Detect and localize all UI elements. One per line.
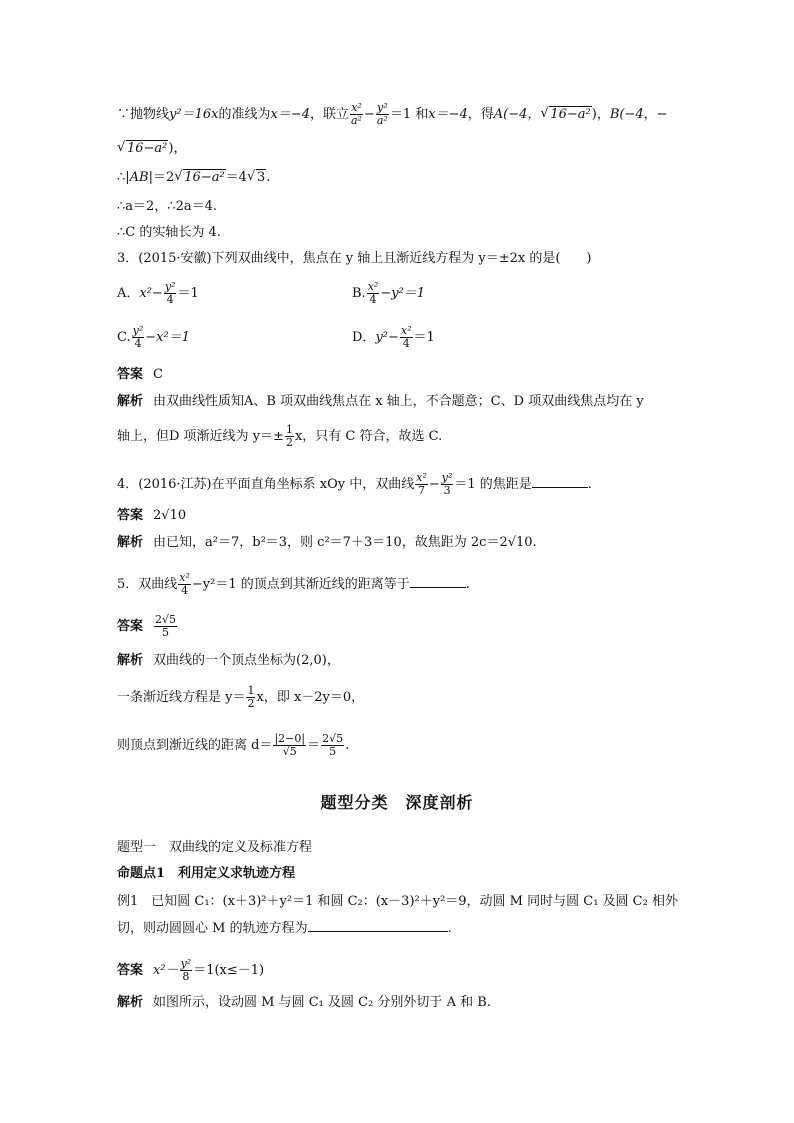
math: x＝−4 — [270, 107, 310, 122]
sqrt: √ 3 — [246, 169, 266, 185]
solution-line-4: ∴a＝2，∴2a＝4. — [117, 199, 217, 214]
sqrt: √ 16−a² — [117, 140, 168, 156]
text: ∵抛物线 — [117, 107, 170, 122]
fraction: $\frac{\text{y²}}{\text{a²}}$ — [376, 101, 388, 127]
example-1-line-2: 切，则动圆圆心 M 的轨迹方程为 . — [117, 921, 452, 936]
analysis-4: 解析 由已知，a²＝7，b²＝3，则 c²＝7＋3＝10，故焦距为 2c＝2√10. — [117, 535, 537, 550]
text: ，得 — [467, 107, 494, 122]
option-b: B. $\frac{\text{x²}}{4}$ −y²＝1 — [352, 280, 426, 306]
answer-blank[interactable] — [410, 577, 466, 588]
question-4: 4．(2016·江苏)在平面直角坐标系 xOy 中，双曲线 $\frac{\text{x²}}{7}$ − $\frac{\text{y²}}{3}$ ＝1 的焦距是 . — [117, 471, 592, 497]
option-c: C. $\frac{\text{y²}}{4}$ −x²＝1 — [117, 324, 190, 350]
section-title: 题型分类 深度剖析 — [320, 793, 474, 812]
sqrt: √ 16−a² — [540, 106, 591, 122]
analysis-5-line-3: 则顶点到渐近线的距离 d＝ $\frac{|2-0|}{√5}$ ＝ $\frac{2√5}{5}$ . — [117, 732, 350, 758]
solution-line-1: ∵抛物线y²＝16x的准线为x＝−4，联立 $\frac{\text{x²}}{\text{a²}}$ − $\frac{\text{y²}}{\text{a²}}$ ＝1 和x＝−4，得A(−4， √ 16−a²)，B(−4，− — [117, 101, 668, 127]
text: ＝1 和 — [389, 107, 429, 122]
sqrt: √ 16−a² — [174, 169, 225, 185]
fraction: $\frac{\text{x²}}{\text{a²}}$ — [350, 101, 362, 127]
topic-heading: 题型一 双曲线的定义及标准方程 — [117, 840, 313, 855]
text: 的准线为 — [218, 107, 271, 122]
point-b: B(−4 — [609, 107, 644, 122]
answer-blank[interactable] — [532, 477, 588, 488]
answer-blank[interactable] — [308, 921, 448, 932]
analysis-3-line-2: 轴上，但D 项渐近线为 y＝± $\frac{1}{2}$ x，只有 C 符合，故选 C. — [117, 423, 443, 449]
question-5: 5．双曲线 $\frac{\text{x²}}{4}$ −y²＝1 的顶点到其渐近线的距离等于 . — [117, 571, 470, 597]
math: x＝−4 — [428, 107, 468, 122]
solution-line-5: ∴C 的实轴长为 4. — [117, 225, 221, 240]
answer-example-1: 答案 x²－ $\frac{\text{y²}}{8}$ ＝1(x≤－1) — [117, 957, 265, 983]
option-d: D．y²− $\frac{\text{x²}}{4}$ ＝1 — [352, 324, 435, 350]
text: − — [363, 107, 375, 122]
point-a: A(−4， — [493, 107, 541, 122]
analysis-3-line-1: 解析 由双曲线性质知A、B 项双曲线焦点在 x 轴上，不合题意；C、D 项双曲线焦点均在 y — [117, 394, 644, 409]
answer-4: 答案 2√10 — [117, 508, 187, 523]
subtopic-heading: 命题点1 利用定义求轨迹方程 — [117, 866, 296, 881]
example-1-line-1: 例1 已知圆 C₁：(x＋3)²＋y²＝1 和圆 C₂：(x－3)²＋y²＝9，动圆 M 同时与圆 C₁ 及圆 C₂ 相外 — [117, 894, 678, 909]
analysis-example-1: 解析 如图所示，设动圆 M 与圆 C₁ 及圆 C₂ 分别外切于 A 和 B. — [117, 995, 491, 1010]
text: ，联立 — [309, 107, 349, 122]
option-a: A．x²− $\frac{\text{y²}}{4}$ ＝1 — [117, 280, 199, 306]
question-3: 3．(2015·安徽)下列双曲线中，焦点在 y 轴上且渐近线方程为 y＝±2x 的是( ) — [117, 251, 592, 266]
analysis-5-line-1: 解析 双曲线的一个顶点坐标为(2,0)， — [117, 653, 340, 668]
answer-3: 答案 C — [117, 367, 163, 382]
math: y²＝16x — [169, 107, 219, 122]
solution-line-3: ∴|AB|＝2 √ 16−a²＝4 √ 3. — [117, 169, 271, 185]
answer-5: 答案 $\frac{2√5}{5}$ — [117, 613, 177, 639]
solution-line-2: √ 16−a²)， — [117, 140, 187, 156]
analysis-5-line-2: 一条渐近线方程是 y＝ $\frac{1}{2}$ x，即 x－2y＝0， — [117, 684, 365, 710]
